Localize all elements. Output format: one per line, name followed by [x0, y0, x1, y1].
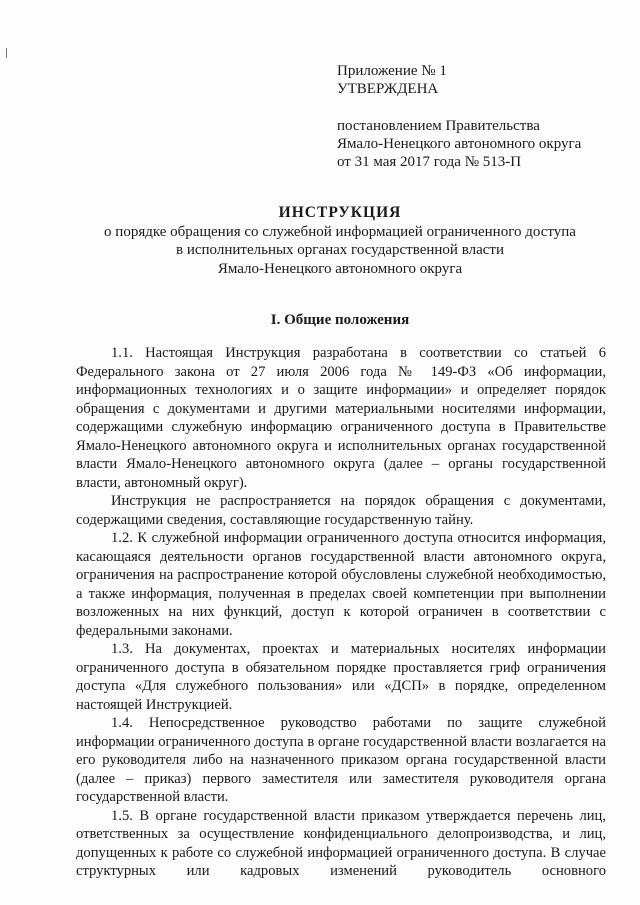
- document-title: ИНСТРУКЦИЯ: [278, 204, 402, 221]
- decree-line-2: Ямало-Ненецкого автономного округа: [337, 136, 582, 152]
- approved-label: УТВЕРЖДЕНА: [337, 81, 439, 97]
- paragraph-1-2: 1.2. К служебной информации ограниченного доступа относится информация, касающаяся деятельности органов государственной власти автономного округа, ограничения на распространение которой обусловлены служебной необходимостью, а также информация, полученная в пределах своей компетенции при выполнении возложенных на них функций, доступ к которой ограничен в соответствии с федеральными законами.: [76, 530, 606, 639]
- section-body: [76, 344, 606, 881]
- title-subline-2: в исполнительных органах государственной власти: [176, 242, 504, 258]
- approval-stamp-block: [337, 62, 627, 171]
- paragraph-1-1-note: Инструкция не распространяется на порядок обращения с документами, содержащими сведения, составляющие государственную тайну.: [76, 493, 606, 528]
- paragraph-1-4: 1.4. Непосредственное руководство работами по защите служебной информации ограниченного доступа в органе государственной власти возлагается на его руководителя либо на назначенного приказом органа государственной власти (далее – приказ) первого заместителя или заместителя руководителя органа государственной власти.: [76, 715, 606, 805]
- section-heading: I. Общие положения: [270, 312, 410, 328]
- document-title-block: [60, 204, 620, 278]
- title-subline-3: Ямало-Ненецкого автономного округа: [217, 260, 463, 277]
- decree-line-3: от 31 мая 2017 года № 513-П: [337, 154, 522, 170]
- decree-line-1: постановлением Правительства: [337, 118, 540, 134]
- paragraph-1-1: 1.1. Настоящая Инструкция разработана в соответствии со статьей 6 Федерального закона от 27 июля 2006 года № 149-ФЗ «Об информации, информационных технологиях и о защите информации» и определяет порядок обращения с документами и другими материальными носителями информации, содержащими служебную информацию ограниченного доступа в Правительстве Ямало-Ненецкого автономного округа и исполнительных органах государственной власти Ямало-Ненецкого автономного округа (далее – органы государственной власти, автономный округ).: [76, 345, 606, 491]
- appendix-number: Приложение № 1: [337, 63, 447, 79]
- scan-edge-mark: [6, 48, 7, 58]
- paragraph-1-3: 1.3. На документах, проектах и материальных носителях информации ограниченного доступа в обязательном порядке проставляется гриф ограничения доступа «Для служебного пользования» или «ДСП» в порядке, определенном настоящей Инструкцией.: [76, 641, 606, 713]
- paragraph-1-5: 1.5. В органе государственной власти приказом утверждается перечень лиц, ответственных за осуществление конфиденциального делопроизводства, и лиц, допущенных к работе со служебной информацией ограниченного доступа. В случае структурных или кадровых изменений руководитель основного: [76, 807, 606, 879]
- title-subline-1: о порядке обращения со служебной информацией ограниченного доступа: [104, 223, 576, 240]
